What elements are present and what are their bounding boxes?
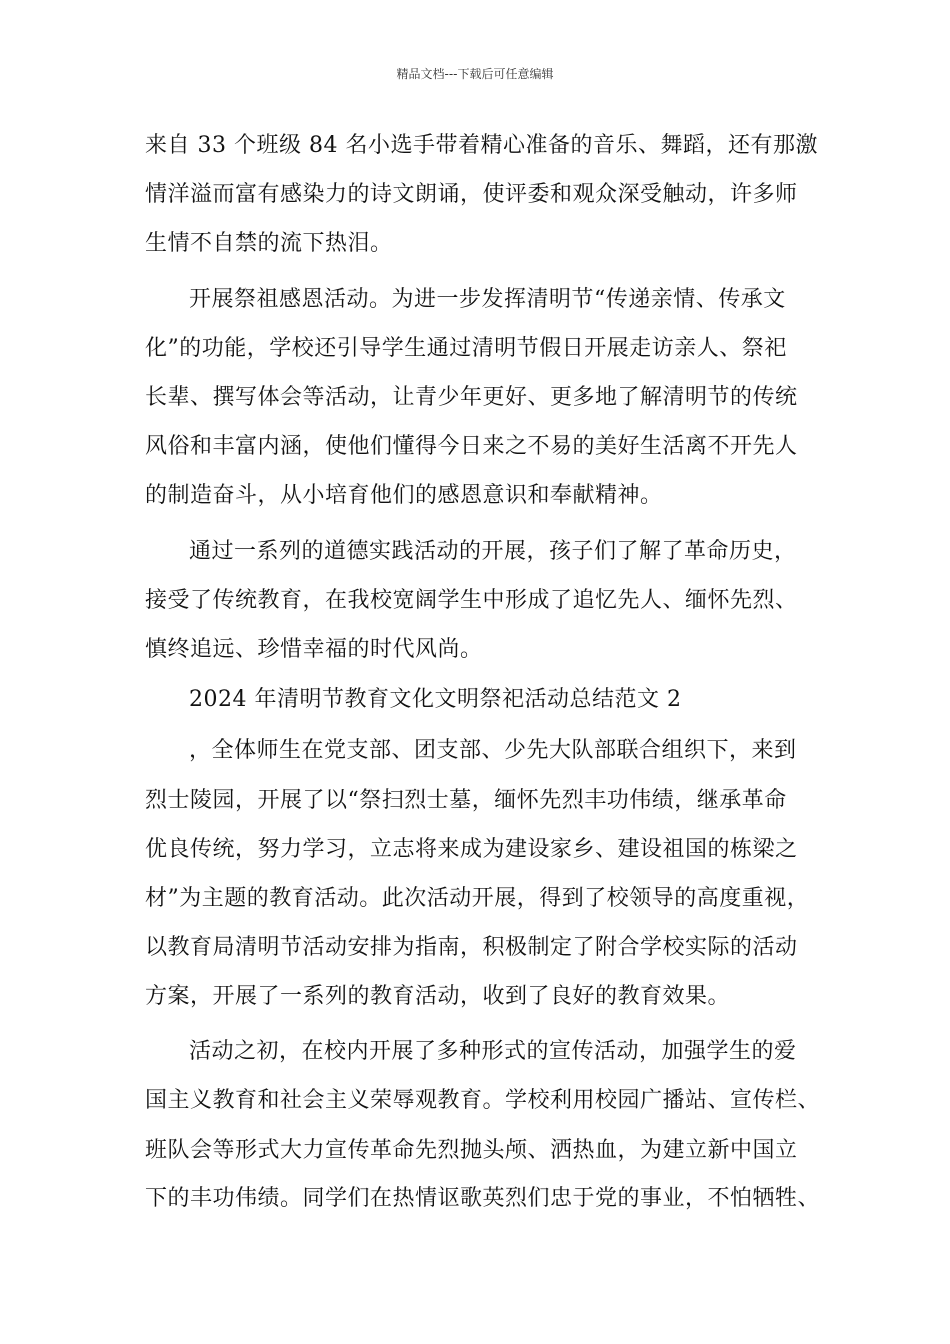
text-line: 方案，开展了一系列的教育活动，收到了良好的教育效果。: [145, 984, 731, 1009]
text-line: 风俗和丰富内涵，使他们懂得今日来之不易的美好生活离不开先人: [145, 434, 798, 459]
text-line: 班队会等形式大力宣传革命先烈抛头颅、洒热血，为建立新中国立: [145, 1138, 798, 1163]
text-line: 烈士陵园，开展了以“祭扫烈士墓，缅怀先烈丰功伟绩，继承革命: [145, 788, 787, 813]
text-line: 情洋溢而富有感染力的诗文朗诵，使评委和观众深受触动，许多师: [145, 182, 798, 207]
text-line: 以教育局清明节活动安排为指南，积极制定了附合学校实际的活动: [145, 935, 798, 960]
text-line: 来自 33 个班级 84 名小选手带着精心准备的音乐、舞蹈，还有那激: [145, 133, 818, 158]
text-line: 国主义教育和社会主义荣辱观教育。学校利用校园广播站、宣传栏、: [145, 1088, 821, 1113]
text-line: 生情不自禁的流下热泪。: [145, 231, 393, 256]
paragraph-first-line: 通过一系列的道德实践活动的开展，孩子们了解了革命历史，: [189, 539, 797, 564]
text-line: 的制造奋斗，从小培育他们的感恩意识和奉献精神。: [145, 483, 663, 508]
paragraph-first-line: 开展祭祖感恩活动。为进一步发挥清明节“传递亲情、传承文: [189, 287, 786, 312]
text-line: 慎终追远、珍惜幸福的时代风尚。: [145, 637, 483, 662]
section-title: 2024 年清明节教育文化文明祭祀活动总结范文 2: [189, 687, 682, 712]
text-line: 长辈、撰写体会等活动，让青少年更好、更多地了解清明节的传统: [145, 385, 798, 410]
text-line: 下的丰功伟绩。同学们在热情讴歌英烈们忠于党的事业，不怕牺牲、: [145, 1186, 821, 1211]
paragraph-first-line: ，全体师生在党支部、团支部、少先大队部联合组织下，来到: [189, 738, 797, 763]
text-line: 接受了传统教育，在我校宽阔学生中形成了追忆先人、缅怀先烈、: [145, 588, 798, 613]
text-line: 化”的功能，学校还引导学生通过清明节假日开展走访亲人、祭祀: [145, 336, 787, 361]
paragraph-first-line: 活动之初，在校内开展了多种形式的宣传活动，加强学生的爱: [189, 1039, 797, 1064]
text-line: 优良传统，努力学习，立志将来成为建设家乡、建设祖国的栋梁之: [145, 837, 798, 862]
page-header: 精品文档---下载后可任意编辑: [396, 67, 554, 81]
text-line: 材”为主题的教育活动。此次活动开展，得到了校领导的高度重视，: [145, 886, 810, 911]
